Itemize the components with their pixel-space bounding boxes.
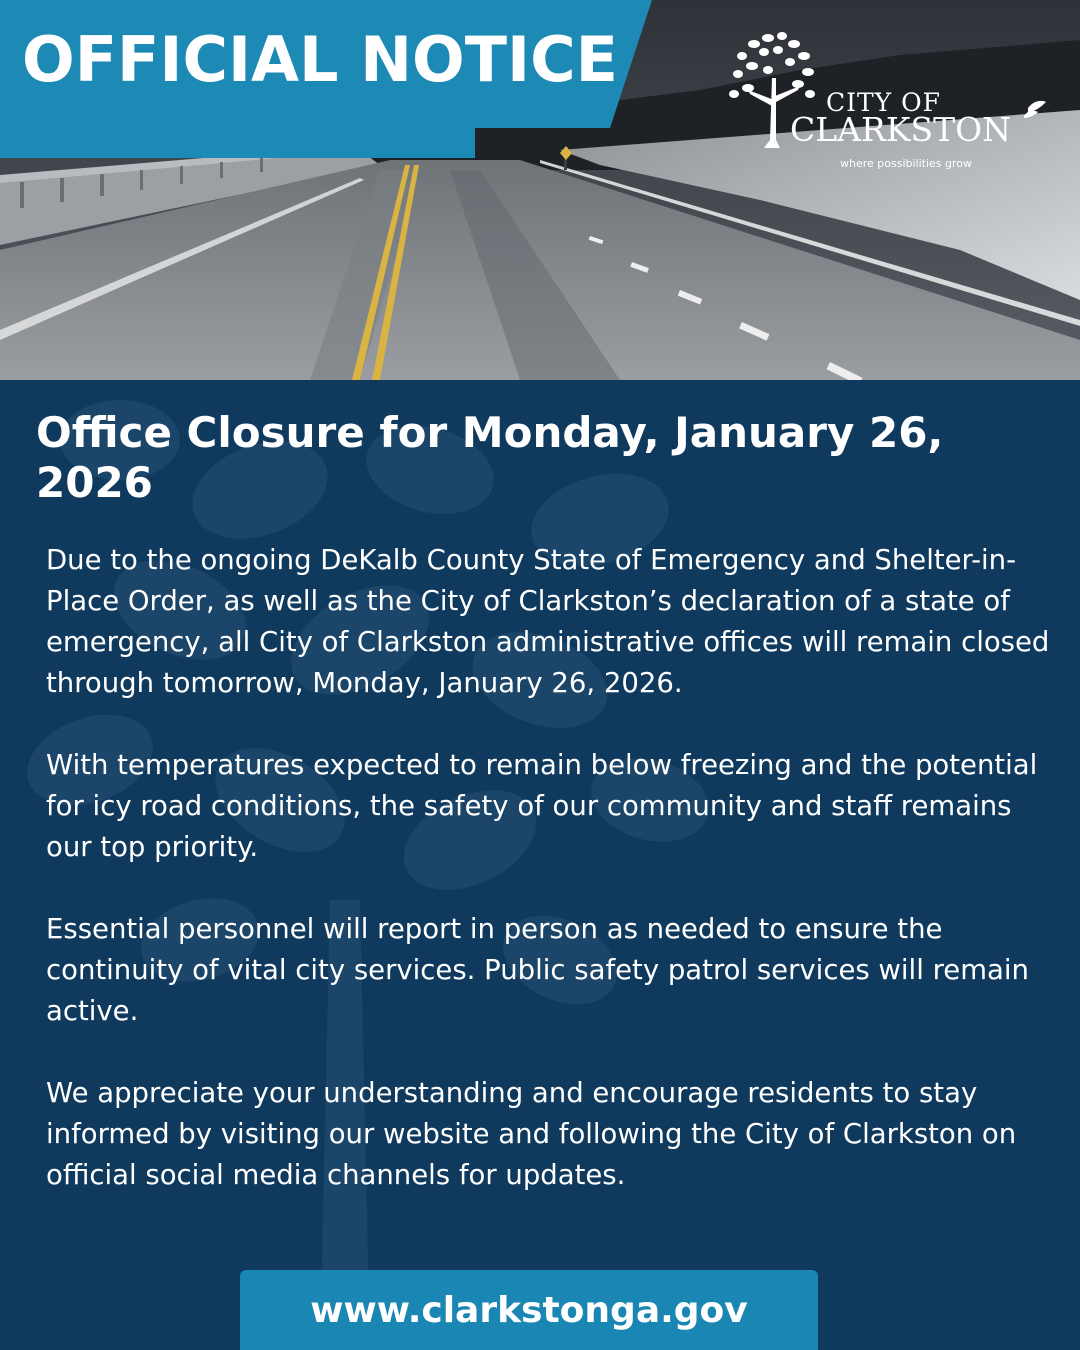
notice-paragraph: Due to the ongoing DeKalb County State of Emergency and Shelter-in-Place Order, as well as the City of Clarkston’s declaration of a state of emergency, all City of Clarkston administrative offices will remain closed through tomorrow, Monday, January 26, 2026.: [46, 544, 1050, 699]
website-url[interactable]: www.clarkstonga.gov: [310, 1289, 748, 1331]
website-link-box[interactable]: [240, 1270, 818, 1350]
notice-headline: Office Closure for Monday, January 26, 2026: [36, 408, 944, 507]
notice-paragraph: Essential personnel will report in person as needed to ensure the continuity of vital city services. Public safety patrol services will remain active.: [46, 913, 1029, 1027]
official-notice-title: OFFICIAL NOTICE: [22, 23, 618, 96]
notice-body: [46, 540, 1056, 1237]
logo-city-of: CITY OF: [826, 88, 941, 117]
logo-city-name: CLARKSTON: [790, 110, 1012, 149]
notice-paragraph: We appreciate your understanding and encourage residents to stay informed by visiting our website and following the City of Clarkston on official social media channels for updates.: [46, 1077, 1017, 1191]
city-logo: [728, 30, 1058, 175]
notice-paragraph: With temperatures expected to remain below freezing and the potential for icy road conditions, the safety of our community and staff remains our top priority.: [46, 749, 1038, 863]
logo-tagline: where possibilities grow: [840, 157, 973, 170]
